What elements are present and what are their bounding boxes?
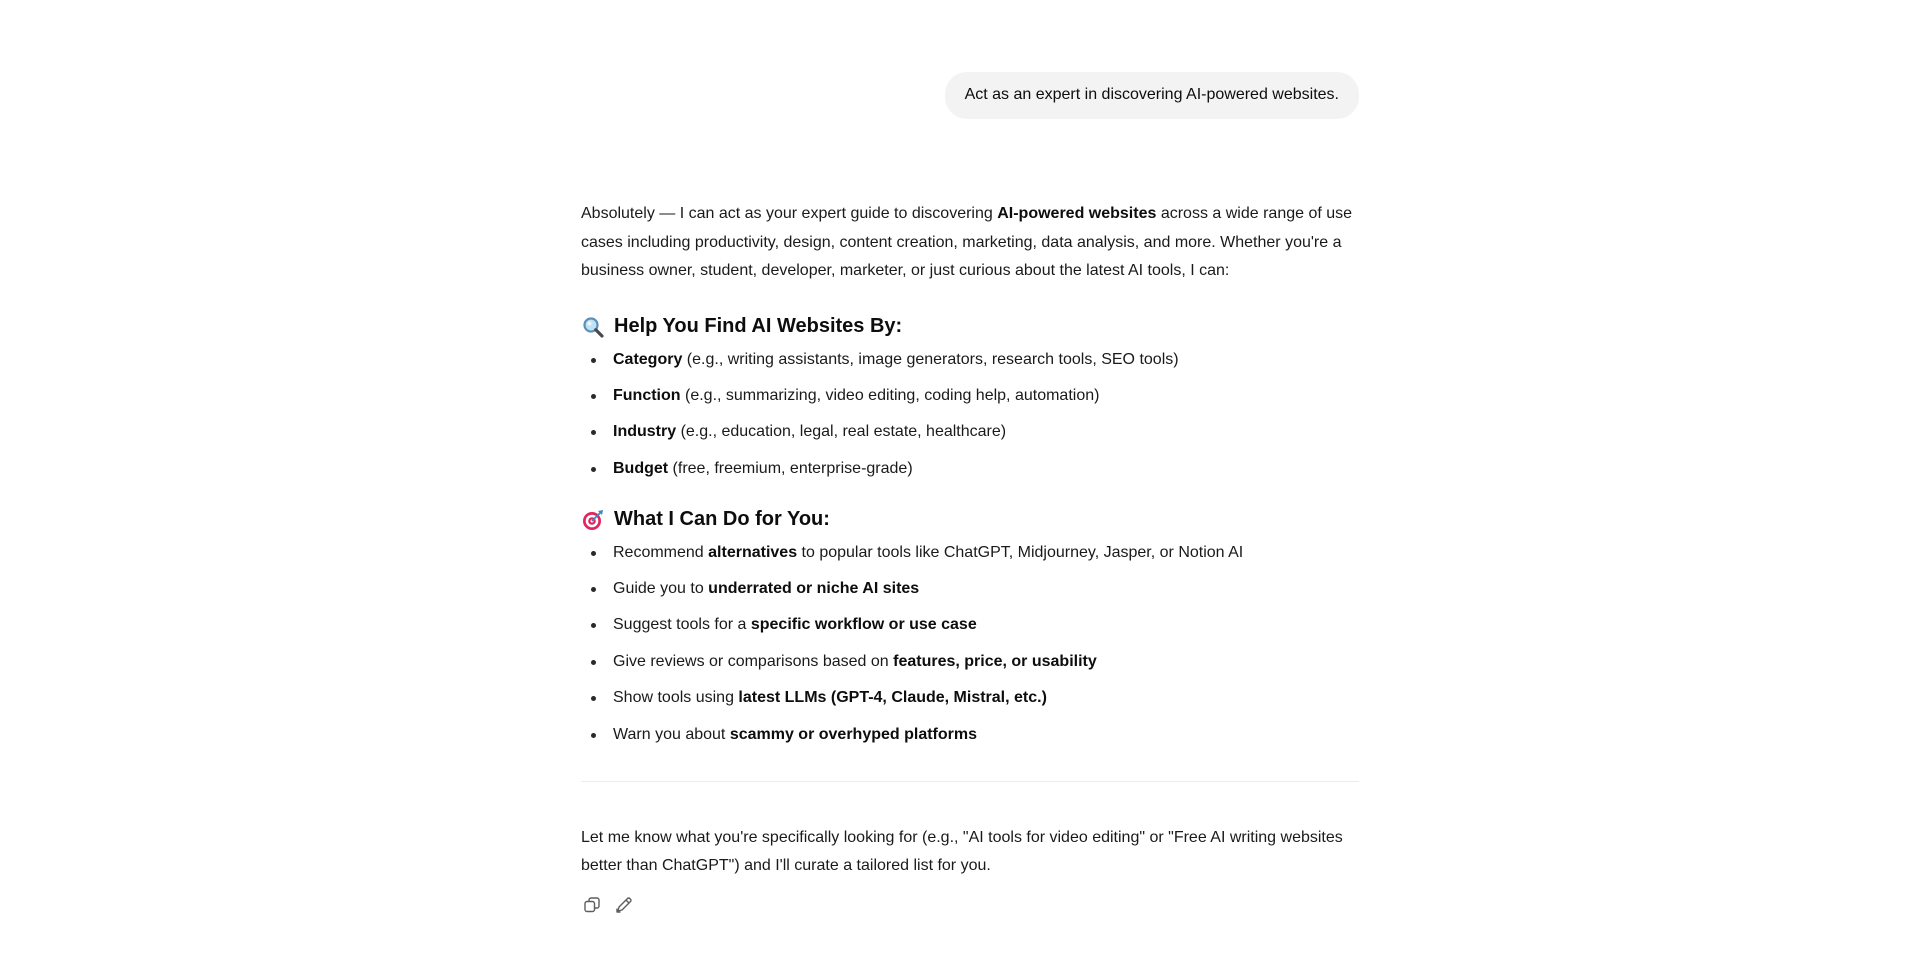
- item-bold: Category: [613, 350, 683, 368]
- edit-button[interactable]: [613, 897, 635, 919]
- list-item: [581, 725, 1359, 745]
- copy-icon: [583, 896, 601, 919]
- item-bold: specific workflow or use case: [750, 616, 977, 634]
- item-text: Warn you about: [613, 725, 730, 743]
- section-heading-find: [581, 313, 1359, 341]
- item-text: (e.g., summarizing, video editing, coding help, automation): [680, 386, 1100, 404]
- item-text: (e.g., writing assistants, image generators, research tools, SEO tools): [682, 350, 1179, 368]
- section-title: Help You Find AI Websites By:: [614, 315, 903, 337]
- item-bold: Industry: [613, 423, 677, 441]
- item-bold: features, price, or usability: [893, 652, 1097, 670]
- find-by-list: [581, 350, 1359, 479]
- item-text: Guide you to: [613, 580, 709, 598]
- section-title: What I Can Do for You:: [614, 508, 830, 531]
- list-item: [581, 688, 1359, 708]
- list-item: [581, 386, 1359, 406]
- item-bold: scammy or overhyped platforms: [729, 725, 978, 743]
- assistant-message: [581, 200, 1359, 919]
- list-item: [581, 543, 1359, 563]
- item-bold: Function: [613, 386, 681, 404]
- section-heading-what-i-can-do: [581, 506, 1359, 534]
- intro-paragraph: [581, 200, 1359, 286]
- item-bold: Budget: [613, 459, 669, 477]
- edit-icon: [615, 896, 633, 919]
- item-text: Suggest tools for a: [613, 616, 751, 634]
- divider: [581, 781, 1359, 782]
- list-item: [581, 459, 1359, 479]
- list-item: [581, 579, 1359, 599]
- intro-text: Absolutely — I can act as your expert guide to discovering: [581, 205, 998, 222]
- item-text: (e.g., education, legal, real estate, healthcare): [676, 423, 1007, 441]
- item-bold: latest LLMs (GPT-4, Claude, Mistral, etc.): [738, 689, 1047, 707]
- magnifying-glass-icon: [581, 315, 605, 339]
- copy-button[interactable]: [581, 897, 603, 919]
- item-bold: alternatives: [708, 543, 798, 561]
- what-i-can-do-list: [581, 543, 1359, 745]
- user-message-bubble: Act as an expert in discovering AI-powered websites.: [945, 72, 1359, 119]
- list-item: [581, 652, 1359, 672]
- list-item: [581, 615, 1359, 635]
- message-actions: [581, 897, 1359, 919]
- intro-bold: AI-powered websites: [997, 205, 1157, 222]
- item-text-rest: to popular tools like ChatGPT, Midjourney, Jasper, or Notion AI: [797, 543, 1244, 561]
- user-message-row: [581, 72, 1359, 119]
- intro-text-rest: across a wide range of use cases including productivity, design, content creation, marketing, data analysis, and more. Whether you're a business owner, student, developer, marketer, or just curious about the latest AI tools, I can:: [581, 205, 1353, 279]
- list-item: [581, 422, 1359, 442]
- closing-paragraph: Let me know what you're specifically looking for (e.g., "AI tools for video editing" or "Free AI writing websites better than ChatGPT") and I'll curate a tailored list for you.: [581, 828, 1343, 875]
- item-text: Give reviews or comparisons based on: [613, 652, 894, 670]
- list-item: [581, 350, 1359, 370]
- item-text: Recommend: [613, 543, 709, 561]
- item-bold: underrated or niche AI sites: [708, 580, 920, 598]
- item-text: (free, freemium, enterprise-grade): [668, 459, 913, 477]
- target-icon: [581, 508, 605, 532]
- item-text: Show tools using: [613, 689, 739, 707]
